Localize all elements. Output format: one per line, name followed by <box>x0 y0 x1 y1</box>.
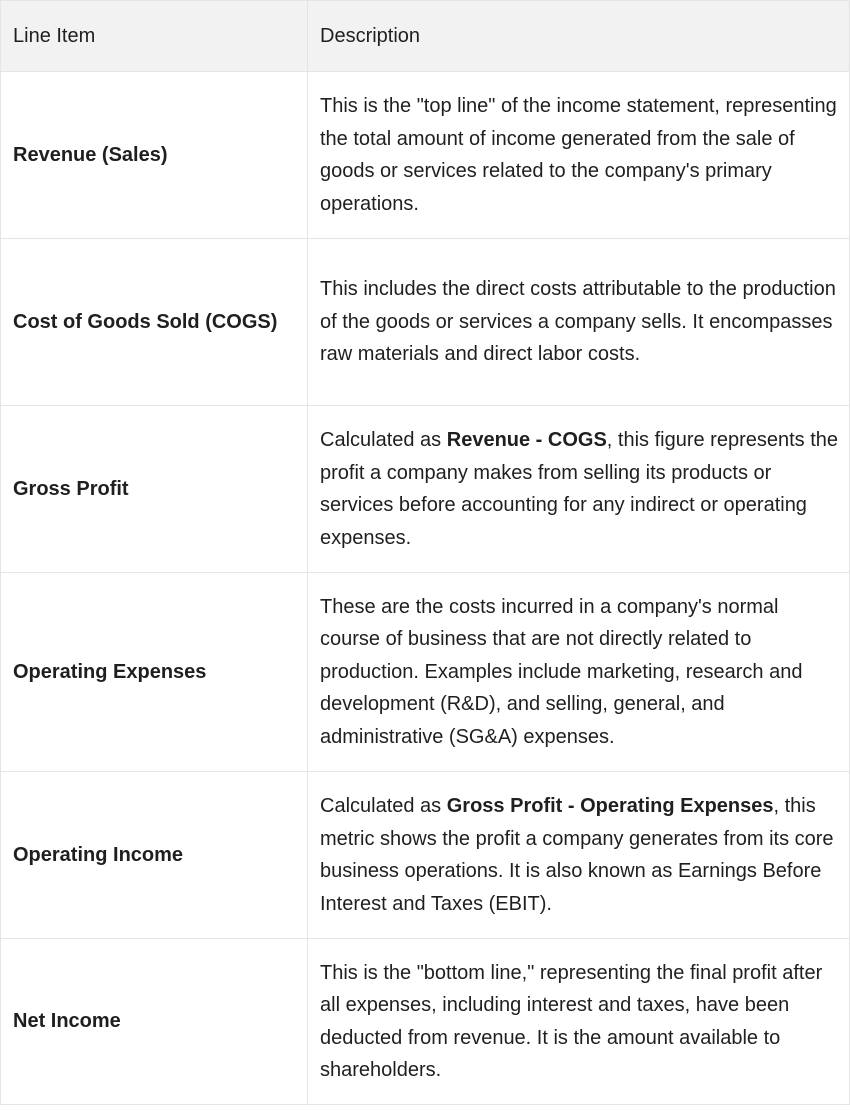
line-item-cell: Operating Income <box>1 772 308 939</box>
description-text: Calculated as <box>320 429 447 451</box>
line-item-cell: Net Income <box>1 939 308 1105</box>
line-item-cell: Cost of Goods Sold (COGS) <box>1 239 308 406</box>
table-row <box>1 239 850 406</box>
table-header <box>1 1 850 72</box>
description-cell <box>308 573 850 772</box>
table-row <box>1 772 850 939</box>
line-item-cell: Operating Expenses <box>1 573 308 772</box>
description-text: This is the "top line" of the income statement, representing the total amount of income generated from the sale of goods or services related to the company's primary operations. <box>320 95 837 215</box>
description-cell <box>308 772 850 939</box>
description-text: , this figure represents the profit a company makes from selling its products or services before accounting for any indirect or operating expenses. <box>320 429 839 549</box>
description-text: , this metric shows the profit a company generates from its core business operations. It is also known as Earnings Before Interest and Taxes (EBIT). <box>320 795 834 915</box>
description-cell <box>308 72 850 239</box>
description-text: This is the "bottom line," representing the final profit after all expenses, including interest and taxes, have been deducted from revenue. It is the amount available to shareholders. <box>320 961 823 1081</box>
description-bold-formula: Gross Profit - Operating Expenses <box>446 795 774 817</box>
header-row <box>1 1 850 72</box>
table-row <box>1 72 850 239</box>
column-header-description: Description <box>308 1 850 72</box>
line-item-cell: Revenue (Sales) <box>1 72 308 239</box>
table-body <box>1 72 850 1105</box>
description-cell <box>308 939 850 1105</box>
line-item-cell: Gross Profit <box>1 406 308 573</box>
description-bold-formula: Revenue - COGS <box>446 429 607 451</box>
description-text: Calculated as <box>320 795 447 817</box>
description-cell <box>308 406 850 573</box>
table-row <box>1 406 850 573</box>
column-header-line-item: Line Item <box>1 1 308 72</box>
description-cell <box>308 239 850 406</box>
description-text: These are the costs incurred in a company's normal course of business that are not directly related to production. Examples include marketing, research and development (R&D), and selling, general, and administrative (SG&A) expenses. <box>320 595 803 748</box>
table-row <box>1 573 850 772</box>
description-text: This includes the direct costs attributable to the production of the goods or services a company sells. It encompasses raw materials and direct labor costs. <box>320 278 836 366</box>
table-row <box>1 939 850 1105</box>
